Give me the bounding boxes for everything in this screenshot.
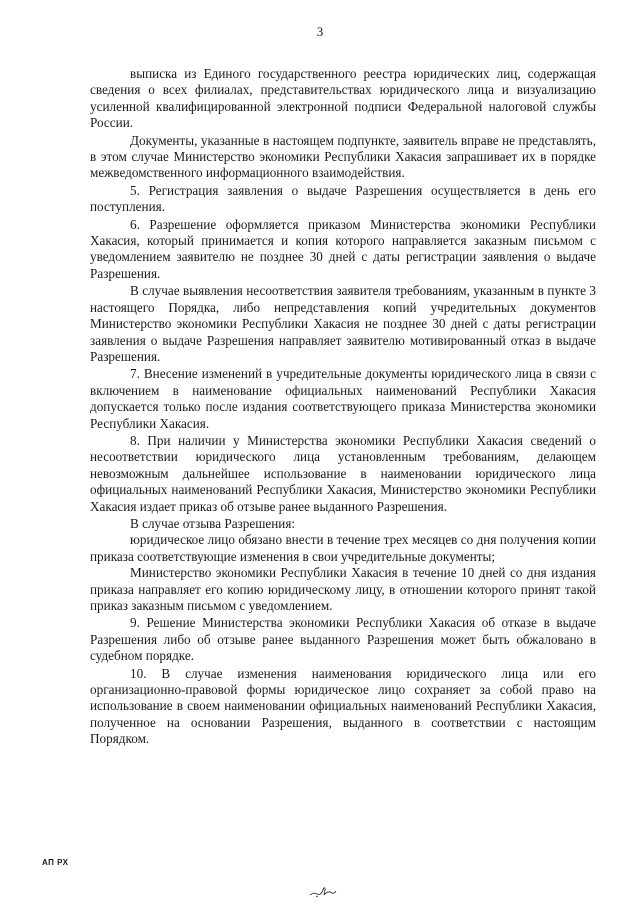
paragraph-documents: Документы, указанные в настоящем подпункте, заявитель вправе не представлять, в этом случае Министерство экономики Республики Хакасия запрашивает их в порядке межведомственного информационного взаимодействия. [90, 132, 596, 181]
handwritten-initials-icon [308, 884, 338, 898]
paragraph-item-8: 8. При наличии у Министерства экономики Республики Хакасия сведений о несоответствии юридического лица установленным требованиям, делающем невозможным дальнейшее использование в наименовании юридического лица официальных наименований Республики Хакасия, Министерство экономики Республики Хакасия издает приказ об отзыве ранее выданного Разрешения. [90, 432, 596, 514]
paragraph-revocation-entity: юридическое лицо обязано внести в течение трех месяцев со дня получения копии приказа соответствующие изменения в свои учредительные документы; [90, 532, 596, 564]
document-body [90, 66, 596, 748]
paragraph-revocation-heading: В случае отзыва Разрешения: [130, 515, 296, 531]
paragraph-item-6: 6. Разрешение оформляется приказом Министерства экономики Республики Хакасия, который принимается и копия которого направляется заказным письмом с уведомлением заявителю не позднее 30 дней с даты регистрации заявления о выдаче Разрешения. [90, 216, 596, 281]
footer-label: АП РХ [42, 858, 69, 867]
paragraph-item-9: 9. Решение Министерства экономики Республики Хакасия об отказе в выдаче Разрешения либо об отзыве ранее выданного Разрешения может быть обжаловано в судебном порядке. [90, 615, 596, 664]
paragraph-revocation-ministry: Министерство экономики Республики Хакасия в течение 10 дней со дня издания приказа направляет его копию юридическому лицу, в отношении которого принят такой приказ заказным письмом с уведомлением. [90, 565, 596, 613]
paragraph-item-7: 7. Внесение изменений в учредительные документы юридического лица в связи с включением в наименование официальных наименований Республики Хакасия допускается только после издания соответствующего приказа Министерства экономики Республики Хакасия. [90, 366, 596, 431]
paragraph-refusal: В случае выявления несоответствия заявителя требованиям, указанным в пункте 3 настоящего Порядка, либо непредставления копий учредительных документов Министерство экономики Республики Хакасия не позднее 30 дней с даты регистрации заявления о выдаче Разрешения направляет заявителю мотивированный отказ в выдаче Разрешения. [90, 283, 596, 364]
page-number: 3 [316, 24, 324, 39]
paragraph-item-10: 10. В случае изменения наименования юридического лица или его организационно-правовой формы юридическое лицо сохраняет за собой право на использование в своем наименовании официальных наименований Республики Хакасия, полученное на основании Разрешения, выданного в соответствии с настоящим Порядком. [90, 665, 596, 747]
paragraph-extract: выписка из Единого государственного реестра юридических лиц, содержащая сведения о всех филиалах, представительствах юридического лица и визуализацию усиленной квалифицированной электронной подписи Федеральной налоговой службы России. [90, 66, 596, 131]
paragraph-item-5: 5. Регистрация заявления о выдаче Разрешения осуществляется в день его поступления. [90, 182, 596, 215]
